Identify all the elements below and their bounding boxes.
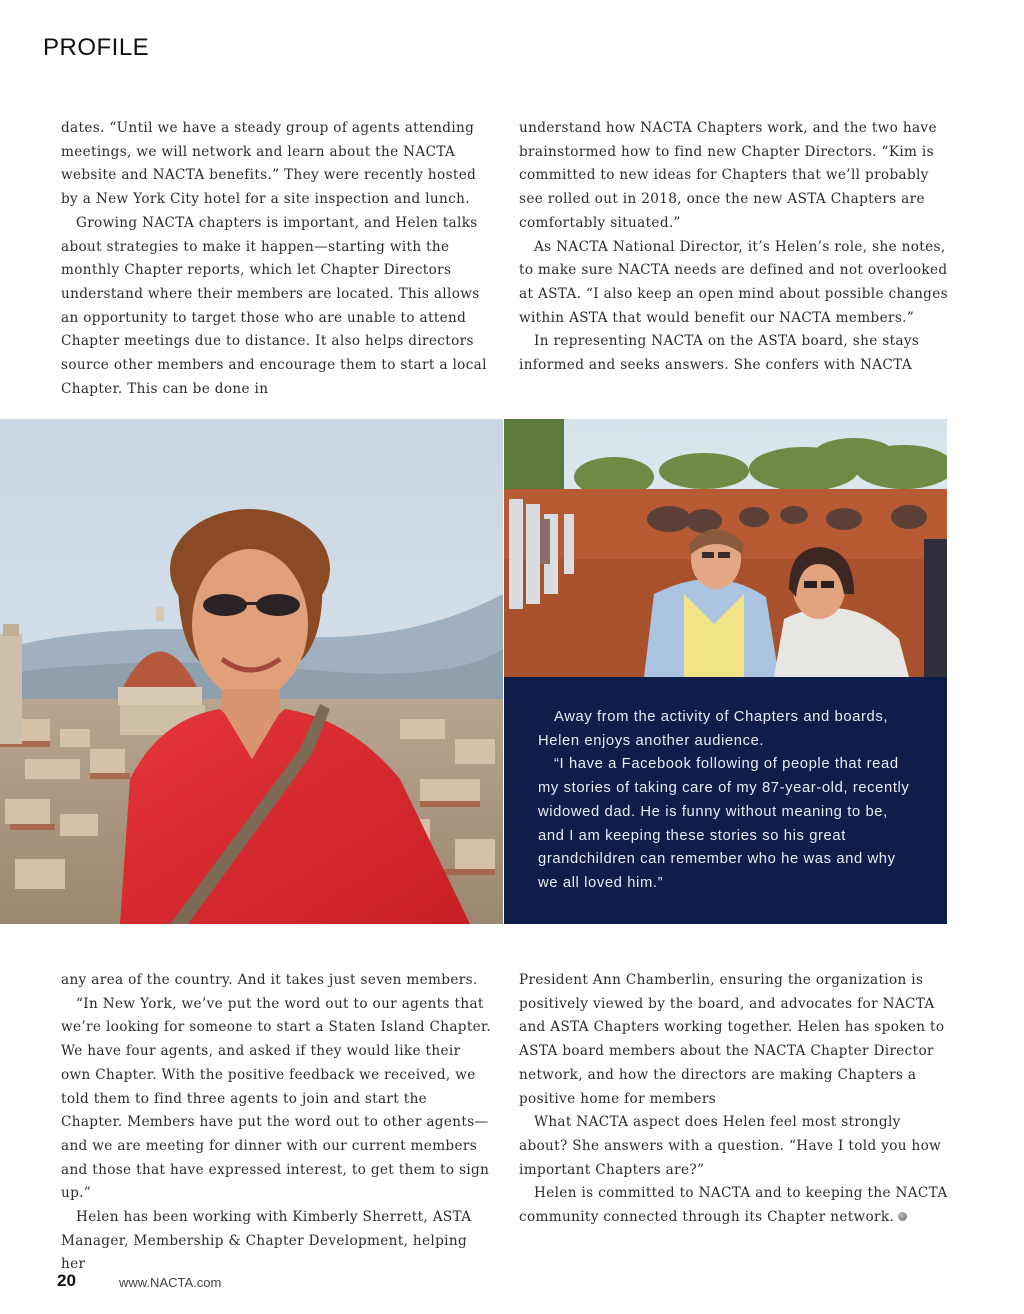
paragraph: understand how NACTA Chapters work, and the two have brainstormed how to find new Chapter Directors. “Kim is committed to new ideas for Chapters that we’ll probably see rolled out in 2018, once the new ASTA Chapters are comfortably situated.” (519, 120, 937, 231)
paragraph: In representing NACTA on the ASTA board, she stays informed and seeks answers. She confers with NACTA (519, 333, 920, 374)
article-column-bottom-right (519, 969, 951, 1230)
pull-quote-paragraph: Away from the activity of Chapters and boards, Helen enjoys another audience. (538, 709, 889, 749)
portrait-photo-florence (0, 419, 503, 924)
article-column-bottom-left (61, 969, 493, 1277)
paragraph: President Ann Chamberlin, ensuring the organization is positively viewed by the board, and advocates for NACTA and ASTA Chapters working together. Helen has spoken to ASTA board members about the NACTA Chapter Director network, and how the directors are making Chapters a positive home for members (519, 972, 945, 1107)
page-number: 20 (57, 1271, 76, 1290)
elephant-orphanage-photo (504, 419, 947, 677)
paragraph: Helen has been working with Kimberly Sherrett, ASTA Manager, Membership & Chapter Development, helping her (61, 1209, 472, 1273)
pull-quote (538, 706, 918, 896)
paragraph: “In New York, we’ve put the word out to our agents that we’re looking for someone to start a Staten Island Chapter. We have four agents, and asked if they would like their own Chapter. With the positive feedback we received, we told them to find three agents to join and start the Chapter. Members have put the word out to other agents—and we are meeting for dinner with our current members and those that have expressed interest, to get them to sign up.” (61, 995, 492, 1202)
pull-quote-box (504, 677, 947, 924)
closing-sentence: Helen is committed to NACTA and to keeping the NACTA community connected through its Chapter network. (519, 1185, 948, 1226)
paragraph: any area of the country. And it takes just seven members. (61, 972, 478, 988)
paragraph: What NACTA aspect does Helen feel most strongly about? She answers with a question. “Have I told you how important Chapters are?” (519, 1114, 942, 1178)
paragraph: As NACTA National Director, it’s Helen’s role, she notes, to make sure NACTA needs are defined and not overlooked at ASTA. “I also keep an open mind about possible changes within ASTA that would benefit our NACTA members.” (519, 238, 948, 326)
end-mark-icon (898, 1212, 907, 1221)
website-url: www.NACTA.com (119, 1275, 222, 1290)
pull-quote-paragraph: “I have a Facebook following of people that read my stories of taking care of my 87-year-old, recently widowed dad. He is funny without meaning to be, and I am keeping these stories so his great grandchildren can remember who he was and why we all loved him.” (538, 756, 910, 891)
paragraph: Growing NACTA chapters is important, and Helen talks about strategies to make it happen—starting with the monthly Chapter reports, which let Chapter Directors understand where their members are located. This allows an opportunity to target those who are unable to attend Chapter meetings due to distance. It also helps directors source other members and encourage them to start a local Chapter. This can be done in (61, 214, 487, 397)
paragraph (519, 1182, 951, 1229)
paragraph: dates. “Until we have a steady group of agents attending meetings, we will network and learn about the NACTA website and NACTA benefits.” They were recently hosted by a New York City hotel for a site inspection and lunch. (61, 120, 477, 208)
section-title: PROFILE (43, 34, 150, 61)
article-column-top-left (61, 117, 493, 401)
article-column-top-right (519, 117, 951, 378)
